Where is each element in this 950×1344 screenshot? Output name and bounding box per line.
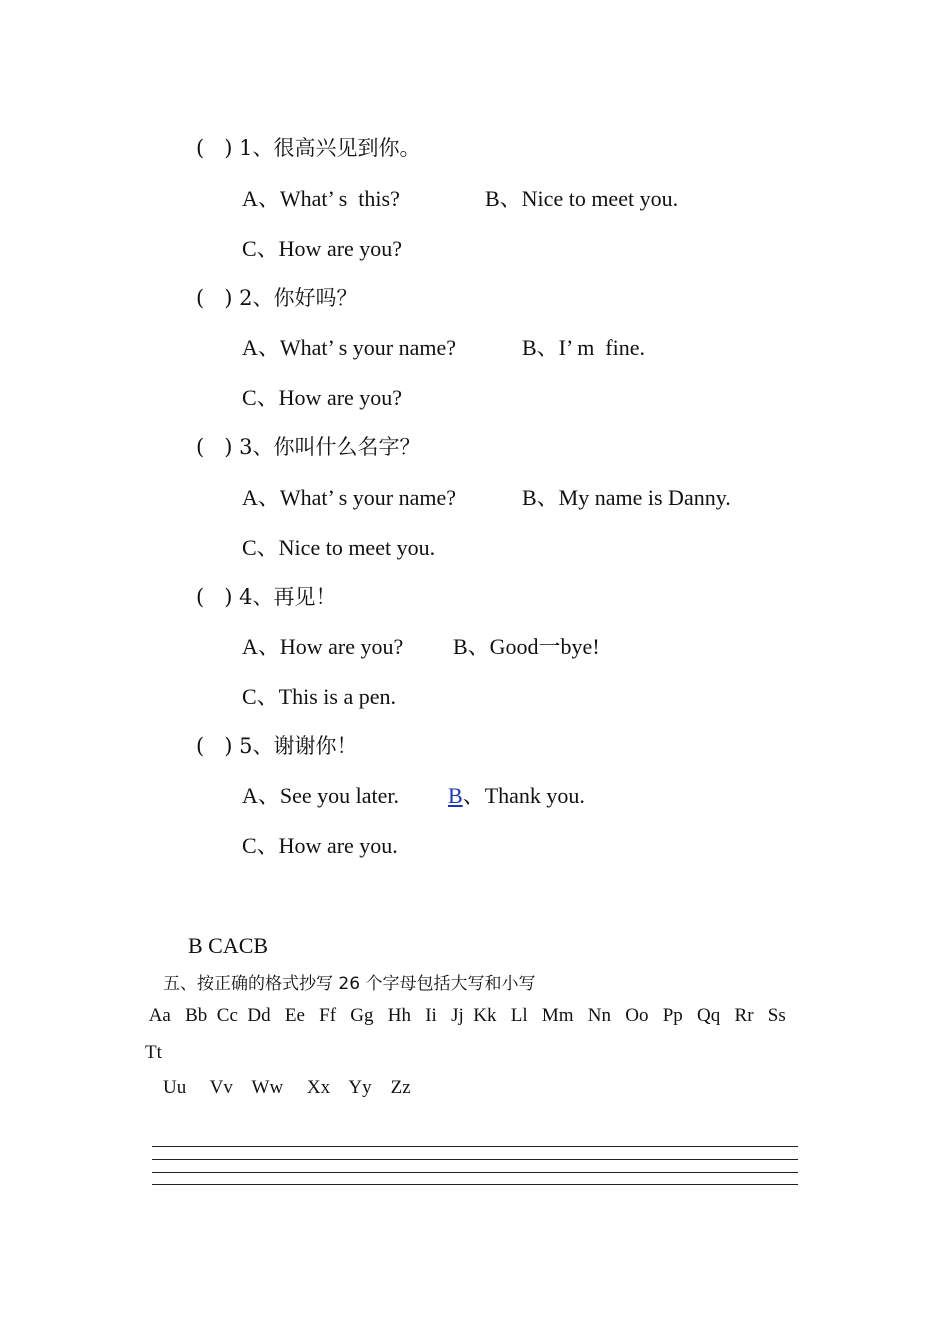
question-2-option-a: A、What’ s your name? <box>242 335 457 360</box>
writing-line-2 <box>152 1159 798 1160</box>
question-5-option-c: C、How are you. <box>242 833 398 858</box>
question-5-stem: ( ) 5、谢谢你！ <box>196 734 358 758</box>
question-1-option-a: A、What’ s this? <box>242 186 400 211</box>
alphabet-line-2: Tt <box>145 1042 162 1063</box>
question-3-option-a: A、What’ s your name? <box>242 485 457 510</box>
section-5-title: 五、按正确的格式抄写 26 个字母包括大写和小写 <box>163 974 536 994</box>
answer-key: B CACB <box>188 933 269 958</box>
question-1-option-c: C、How are you? <box>242 236 403 261</box>
question-3-stem: ( ) 3、你叫什么名字？ <box>196 435 421 459</box>
question-1-option-b: B、Nice to meet you. <box>485 186 679 211</box>
question-5-option-a: A、See you later. <box>242 783 400 808</box>
writing-line-3 <box>152 1172 798 1173</box>
question-2-option-b: B、I’ m fine. <box>522 335 646 360</box>
question-4-option-c: C、This is a pen. <box>242 684 396 709</box>
writing-line-1 <box>152 1146 798 1147</box>
alphabet-line-3: Uu Vv Ww Xx Yy Zz <box>163 1077 411 1098</box>
writing-line-4 <box>152 1184 798 1185</box>
question-4-option-a: A、How are you? <box>242 634 404 659</box>
question-5-option-b <box>448 782 585 810</box>
question-5-option-b-link[interactable]: B <box>448 783 463 808</box>
question-2-option-c: C、How are you? <box>242 385 403 410</box>
alphabet-line-1: Aa Bb Cc Dd Ee Ff Gg Hh Ii Jj Kk Ll Mm Nn Oo Pp Qq Rr Ss <box>145 1005 786 1026</box>
question-3-option-b: B、My name is Danny. <box>522 485 731 510</box>
question-4-option-b: B、Good一bye! <box>453 634 600 659</box>
question-1-stem: ( ) 1、很高兴见到你。 <box>196 136 421 160</box>
question-2-stem: ( ) 2、你好吗？ <box>196 286 358 310</box>
question-5-option-b-text: 、Thank you. <box>462 783 585 808</box>
question-3-option-c: C、Nice to meet you. <box>242 535 436 560</box>
question-4-stem: ( ) 4、再见！ <box>196 585 337 609</box>
